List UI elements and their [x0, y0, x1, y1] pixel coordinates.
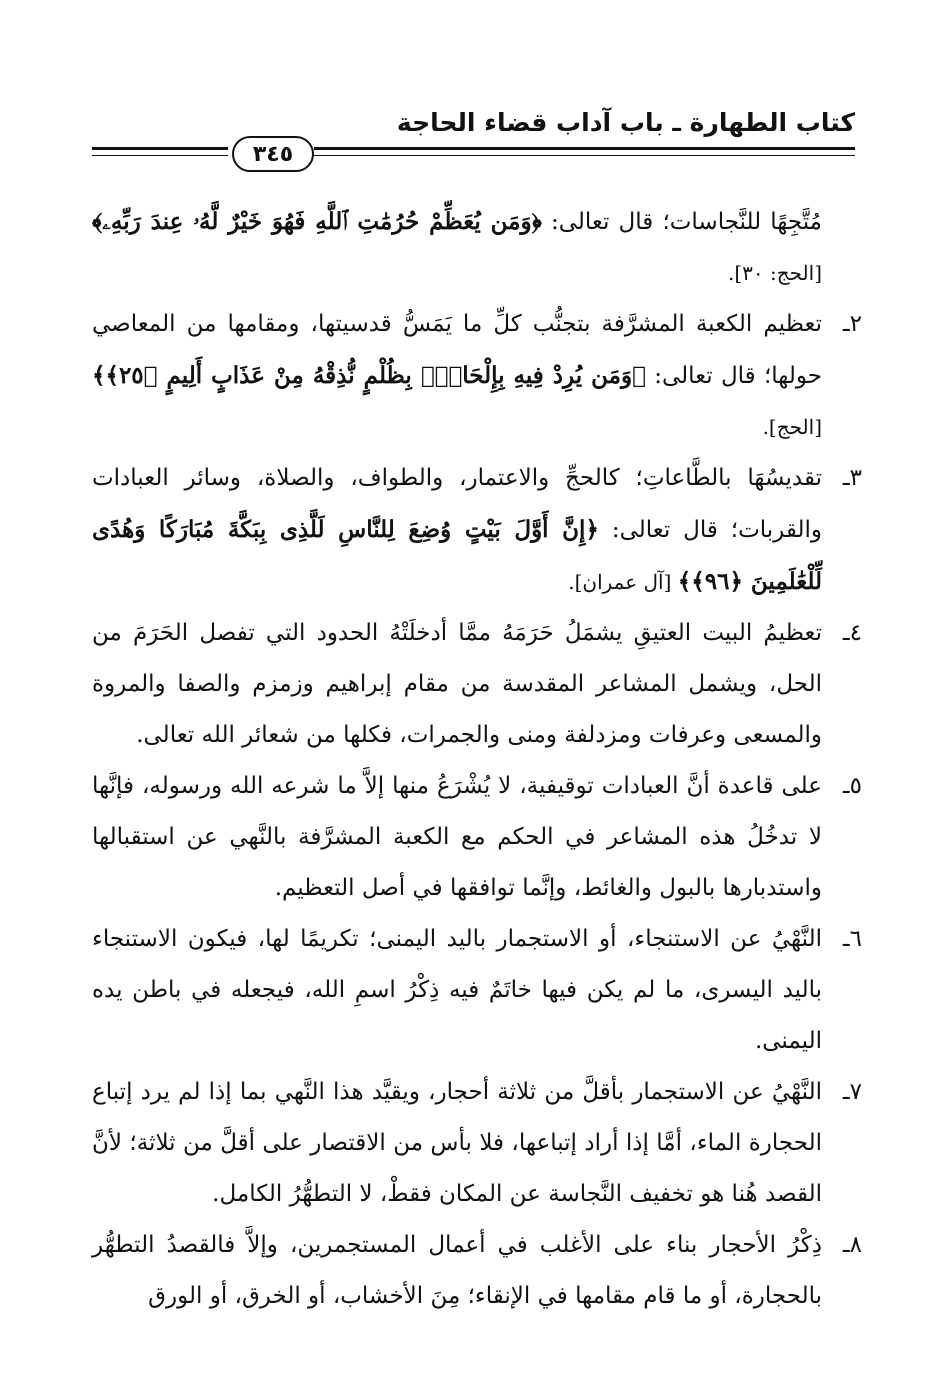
verse-reference: [آل عمران]. [568, 570, 678, 594]
verse-reference: [الحج]. [762, 415, 822, 439]
item-text [92, 299, 822, 453]
list-item [92, 1067, 862, 1220]
item-number: ٧ـ [842, 1079, 862, 1105]
header-rule-left [92, 147, 228, 150]
list-item [92, 608, 862, 761]
header-rule-left-thin [92, 155, 228, 156]
paragraph-text: تقديسُهَا بالطَّاعاتِ؛ كالحجِّ والاعتمار، والطواف، والصلاة، وسائر العبادات والقربات؛ قال تعالى: [92, 465, 822, 543]
item-text [92, 453, 822, 608]
continuation-paragraph [92, 196, 862, 299]
quran-verse: ﴿إِنَّ أَوَّلَ بَيْتٍ وُضِعَ لِلنَّاسِ لَلَّذِى بِبَكَّةَ مُبَارَكًا وَهُدًى لِّلْعَٰلَمِينَ ﴿٩٦﴾﴾ [92, 516, 822, 595]
list-item [92, 761, 862, 914]
item-text: ذِكْرُ الأحجار بناء على الأغلب في أعمال المستجمرين، وإلاَّ فالقصدُ التطهُّر بالحجارة، أو ما قام مقامها في الإنقاء؛ مِنَ الأخشاب، أو الخرق، أو الورق [92, 1232, 822, 1309]
page-number: ٣٤٥ [232, 136, 314, 172]
header-rule-right-thin [314, 155, 855, 156]
item-text: النَّهْيُ عن الاستنجاء، أو الاستجمار باليد اليمنى؛ تكريمًا لها، فيكون الاستنجاء باليد اليسرى، ما لم يكن فيها خاتَمٌ فيه ذِكْرُ اسمِ الله، فيجعله في باطن يده اليمنى. [92, 926, 822, 1054]
item-number: ٣ـ [842, 465, 862, 491]
item-text: على قاعدة أنَّ العبادات توقيفية، لا يُشْرَعُ منها إلاَّ ما شرعه الله ورسوله، فإنَّها لا تدخُلُ هذه المشاعر في الحكم مع الكعبة المشرَّفة بالنَّهي عن استقبالها واستدبارها بالبول والغائط، وإنَّما توافقها في أصل التعظيم. [92, 773, 822, 901]
item-text: تعظيمُ البيت العتيقِ يشمَلُ حَرَمَهُ ممَّا أدخلَتْهُ الحدود التي تفصل الحَرَمَ من الحل، ويشمل المشاعر المقدسة من مقام إبراهيم وزمزم والصفا والمروة والمسعى وعرفات ومزدلفة ومنى والجمرات، فكلها من شعائر الله تعالى. [92, 620, 822, 748]
item-text: النَّهْيُ عن الاستجمار بأقلَّ من ثلاثة أحجار، ويقيَّد هذا النَّهي بما إذا لم يرد إتباع الحجارة الماء، أمَّا إذا أراد إتباعها، فلا بأس من الاقتصار على أقلَّ من ثلاثة؛ لأنَّ القصد هُنا هو تخفيف النَّجاسة عن المكان فقطْ، لا التطهُّرُ الكامل. [92, 1079, 822, 1207]
verse-reference: [الحج: ٣٠]. [727, 261, 822, 285]
item-number: ٨ـ [842, 1232, 862, 1258]
list-item [92, 299, 862, 453]
running-title: كتاب الطهارة ـ باب آداب قضاء الحاجة [396, 108, 855, 137]
quran-verse: ﴿وَمَن يُرِدْ فِيهِ بِإِلْحَادٍۭ بِظُلْمٍ نُّذِقْهُ مِنْ عَذَابٍ أَلِيمٍ ﴿٢٥﴾﴾ [92, 362, 646, 389]
item-number: ٤ـ [842, 620, 862, 646]
list-item [92, 453, 862, 608]
item-number: ٢ـ [842, 311, 862, 337]
item-number: ٥ـ [842, 773, 862, 799]
body-text [92, 196, 862, 1322]
quran-verse: ﴿وَمَن يُعَظِّمْ حُرُمَٰتِ ٱللَّهِ فَهُوَ خَيْرٌ لَّهُۥ عِندَ رَبِّهِۦ﴾ [92, 208, 542, 235]
item-number: ٦ـ [842, 926, 862, 952]
paragraph-text: تعظيم الكعبة المشرَّفة بتجنُّب كلِّ ما يَمَسُّ قدسيتها، ومقامها من المعاصي حولها؛ قال تعالى: [92, 311, 823, 389]
paragraph-text: مُتَّجِهًا للنَّجاسات؛ قال تعالى: [541, 209, 823, 235]
header-rule-right [314, 147, 855, 150]
list-item [92, 1220, 862, 1322]
list-item [92, 914, 862, 1067]
